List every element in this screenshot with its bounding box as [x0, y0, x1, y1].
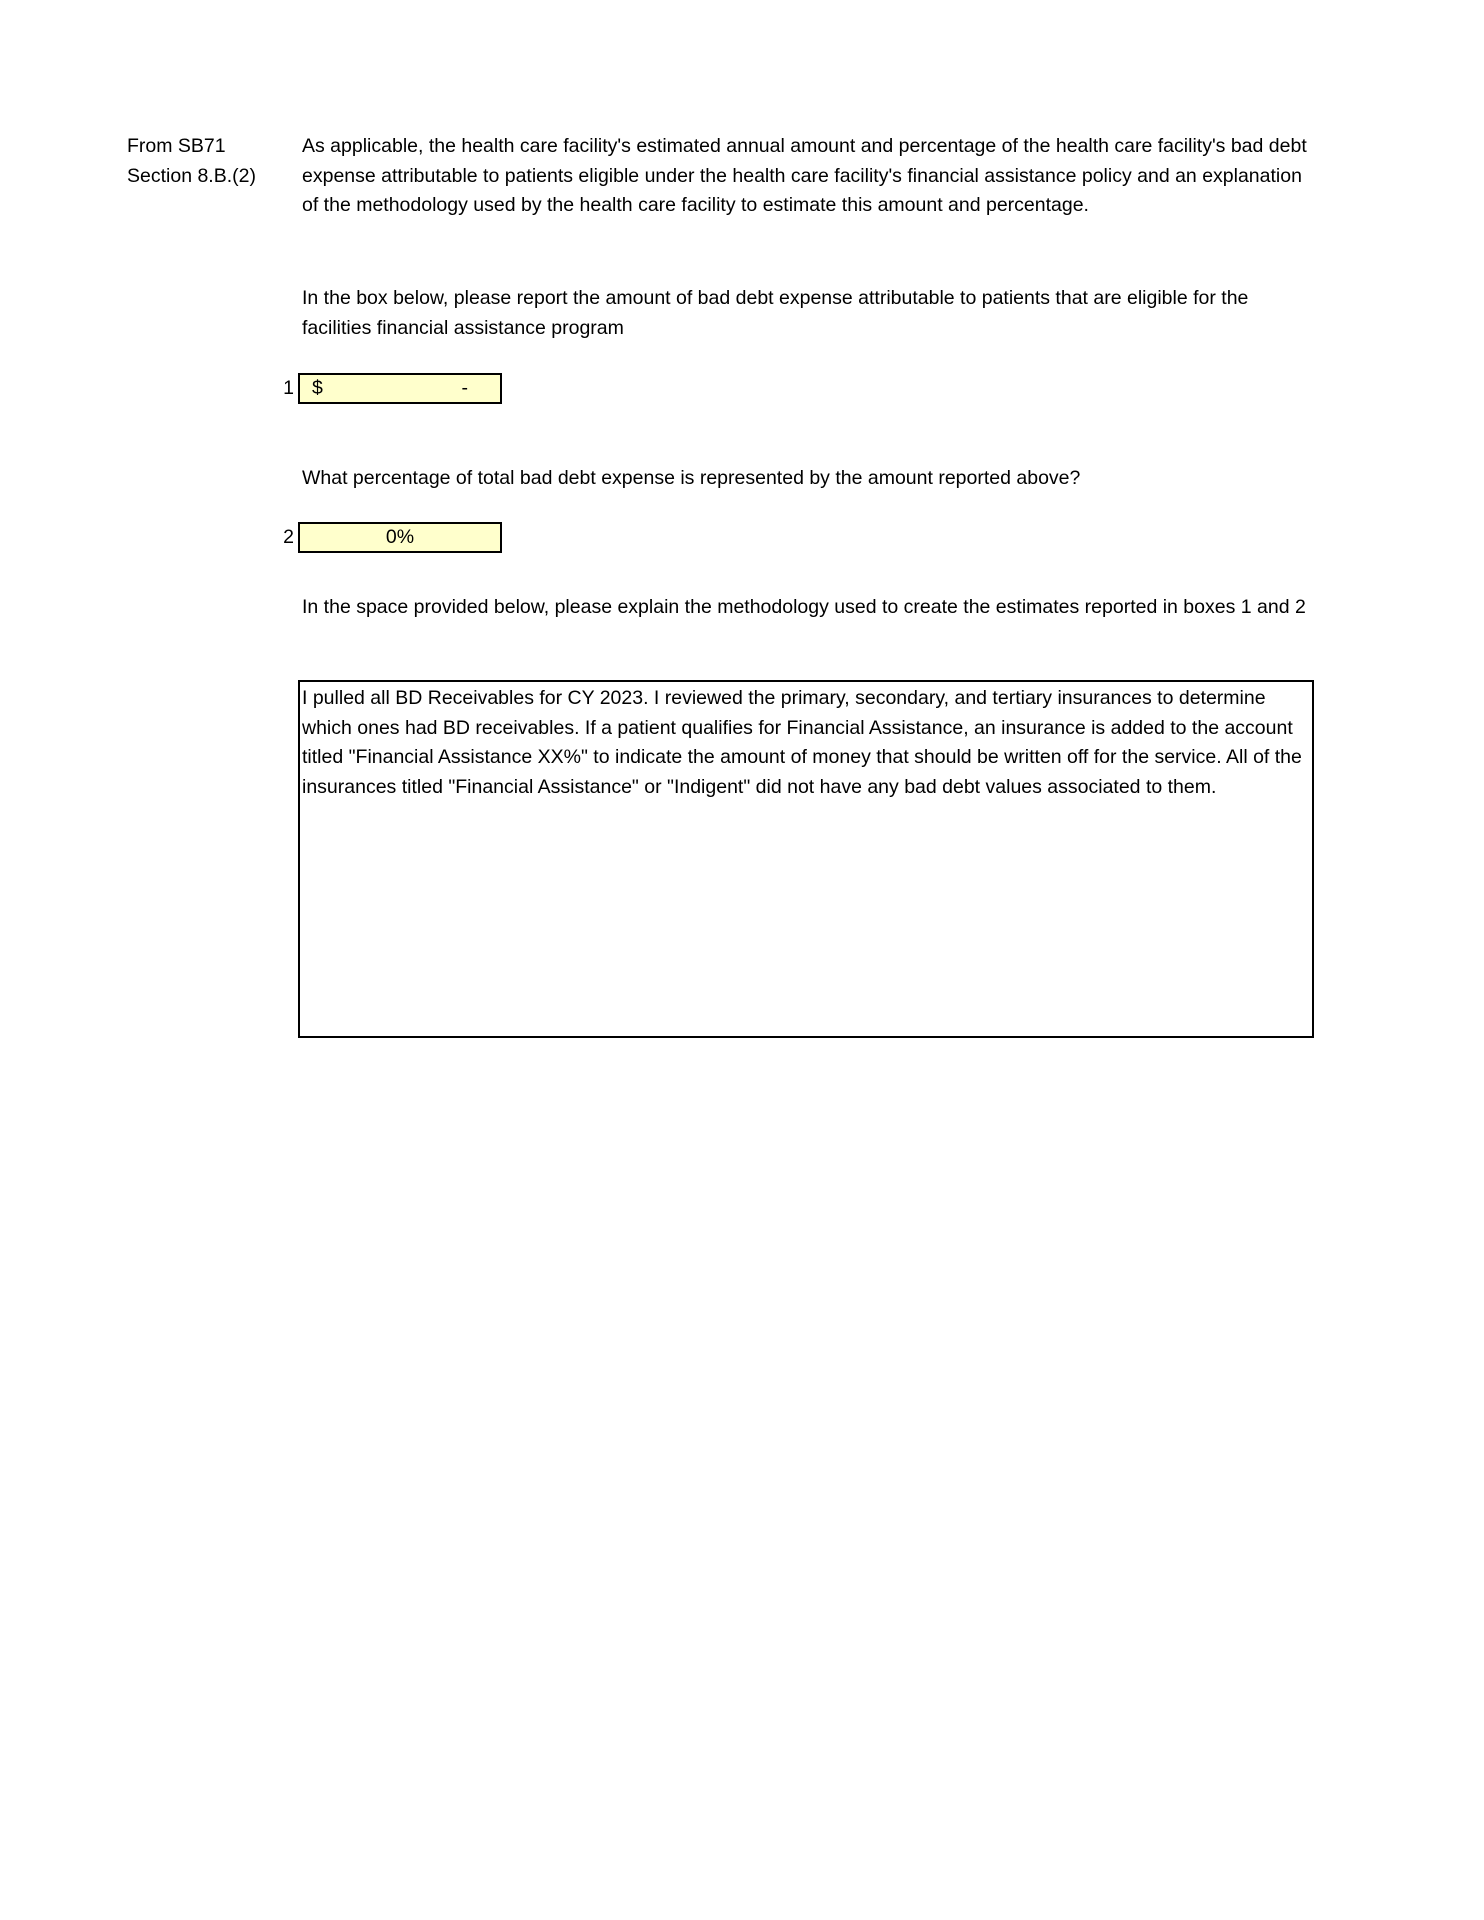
reference-section: Section 8.B.(2)	[127, 164, 256, 187]
bad-debt-percentage-value: 0%	[385, 526, 415, 548]
requirement-statement: As applicable, the health care facility's estimated annual amount and percentage of the health care facility's bad debt expense attributable to patients eligible under the health care facility's financial assistance policy and an explanation of the methodology used by the health care facility to estimate this amount and percentage.	[302, 135, 1307, 216]
percentage-question: What percentage of total bad debt expense is represented by the amount reported above?	[302, 467, 1081, 489]
currency-symbol: $	[312, 377, 323, 399]
bad-debt-amount-value: -	[461, 377, 468, 399]
bad-debt-percentage-input[interactable]	[298, 522, 502, 553]
reference-source: From SB71	[127, 135, 226, 157]
amount-instruction: In the box below, please report the amount of bad debt expense attributable to patients that are eligible for the facilities financial assistance program	[302, 287, 1249, 339]
methodology-answer-box[interactable]	[298, 680, 1314, 1038]
methodology-instruction: In the space provided below, please explain the methodology used to create the estimates reported in boxes 1 and 2	[302, 596, 1306, 618]
bad-debt-amount-input[interactable]	[298, 373, 502, 404]
section-reference	[127, 132, 287, 191]
box-number-1: 1	[283, 377, 294, 399]
box-number-2: 2	[283, 526, 294, 548]
methodology-answer-text: I pulled all BD Receivables for CY 2023. I reviewed the primary, secondary, and tertiary insurances to determine which ones had BD receivables. If a patient qualifies for Financial Assistance, an insurance is added to the account titled "Financial Assistance XX%" to indicate the amount of money that should be written off for the service. All of the insurances titled "Financial Assistance" or "Indigent" did not have any bad debt values associated to them.	[302, 687, 1302, 798]
